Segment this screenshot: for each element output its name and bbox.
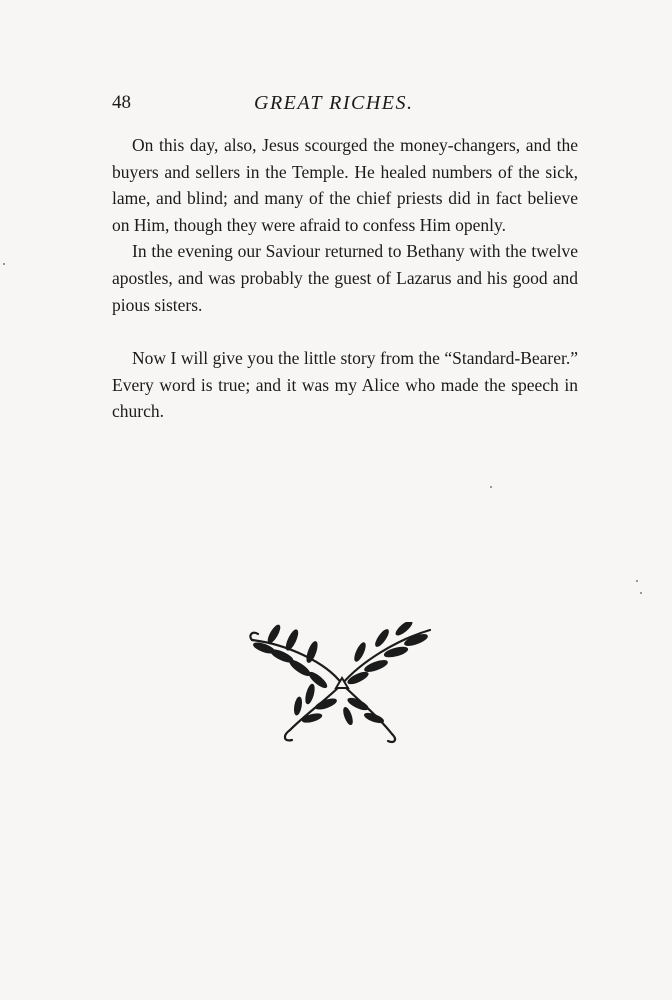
paper-speck	[636, 580, 638, 582]
paragraph: In the evening our Saviour returned to Bethany with the twelve apostles, and was probably the guest of Lazarus and his good and pious sisters.	[112, 241, 578, 315]
paragraph-gap	[112, 318, 578, 345]
paper-speck	[490, 486, 492, 488]
laurel-branches-icon	[246, 622, 436, 744]
page-header	[112, 92, 582, 118]
paper-speck	[3, 263, 5, 265]
paper-speck	[640, 592, 642, 594]
page-number: 48	[112, 92, 131, 113]
running-head: GREAT RICHES.	[254, 92, 414, 114]
paragraph: Now I will give you the little story from the “Standard-Bearer.” Every word is true; and it was my Alice who made the speech in church.	[112, 348, 578, 422]
body-text	[112, 132, 578, 425]
paragraph: On this day, also, Jesus scourged the money-changers, and the buyers and sellers in the Temple. He healed numbers of the sick, lame, and blind; and many of the chief priests did in fact believe on Him, though they were afraid to confess Him openly.	[112, 135, 578, 235]
